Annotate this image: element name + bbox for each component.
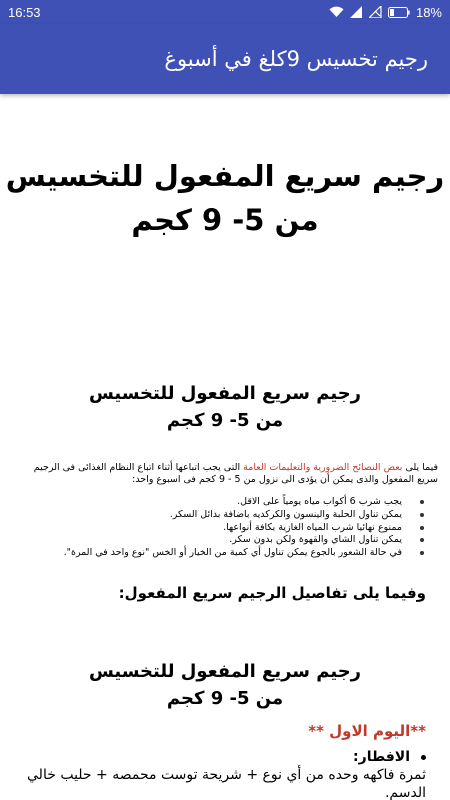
tip-text: يمكن تناول الشاي والقهوة ولكن بدون سكر.	[229, 534, 402, 546]
section-heading-1-line1: رجيم سريع المفعول للتخسيس	[88, 383, 362, 404]
hero-title-line1: رجيم سريع المفعول للتخسيس	[5, 159, 445, 193]
tip-text: في حالة الشعور بالجوع يمكن تناول أي كمية من الخيار أو الخس "نوع واحد في المرة".	[63, 547, 402, 559]
tip-text: يمكن تناول الحلبة والينسون والكركديه باضافة بدائل السكر.	[169, 508, 402, 520]
meal-title	[6, 748, 426, 766]
meal-description: ثمرة فاكهه وحده من أي نوع + شريحة توست محمصه + حليب خالي الدسم.	[27, 767, 426, 800]
app-title: رجيم تخسيس 9كلغ في أسبوغ	[164, 47, 428, 71]
intro-highlight: بعض النصائح الضرورية والتعليمات العامة	[243, 462, 403, 473]
bullet-icon	[421, 755, 426, 760]
list-item	[28, 547, 424, 560]
meal-breakfast	[6, 748, 426, 800]
no-sim-icon	[369, 6, 382, 18]
battery-level: 18%	[415, 4, 442, 20]
tip-text: ممنوع نهائيا شرب المياه الغازية بكافة أنواعها.	[223, 521, 402, 533]
hero-title-line2: من 5- 9 كجم	[131, 203, 319, 237]
list-item	[28, 534, 424, 547]
status-icons	[329, 5, 442, 20]
intro-text-2: التى يجب اتباعها أثناء اتباع النظام الغذائى فى الرجيم سريع المفعول والذى يمكن أن يؤدى الى نزول من 5 - 9 كجم فى اسبوع واحد:	[33, 462, 438, 485]
section-heading-2-line1: رجيم سريع المفعول للتخسيس	[88, 661, 362, 682]
details-heading: وفيما يلى تفاصيل الرجيم سريع المفعول:	[118, 584, 426, 602]
day-label: **اليوم الاول **	[308, 722, 426, 740]
tip-text: يجب شرب 6 أكواب مياه يومياً على الاقل.	[237, 496, 402, 507]
tips-list	[28, 496, 424, 560]
status-time: 16:53	[8, 4, 41, 20]
app-bar	[0, 24, 450, 94]
bullet-icon	[420, 551, 424, 555]
hero-title	[0, 154, 450, 242]
section-heading-1	[0, 380, 450, 434]
section-heading-1-line2: من 5- 9 كجم	[166, 410, 284, 431]
section-heading-2	[0, 658, 450, 712]
list-item	[28, 509, 424, 522]
bullet-icon	[420, 513, 424, 517]
wifi-icon	[329, 6, 344, 18]
signal-icon	[350, 6, 363, 18]
list-item	[28, 522, 424, 535]
battery-icon	[388, 7, 410, 18]
bullet-icon	[420, 526, 424, 530]
meal-title-text: الافطار:	[353, 749, 410, 765]
status-bar	[0, 0, 450, 24]
bullet-icon	[420, 538, 424, 542]
intro-text-1: فيما يلى	[402, 462, 438, 473]
list-item	[28, 496, 424, 509]
bullet-icon	[420, 500, 424, 504]
article-content[interactable]	[0, 94, 450, 800]
intro-paragraph	[28, 462, 438, 486]
section-heading-2-line2: من 5- 9 كجم	[166, 688, 284, 709]
